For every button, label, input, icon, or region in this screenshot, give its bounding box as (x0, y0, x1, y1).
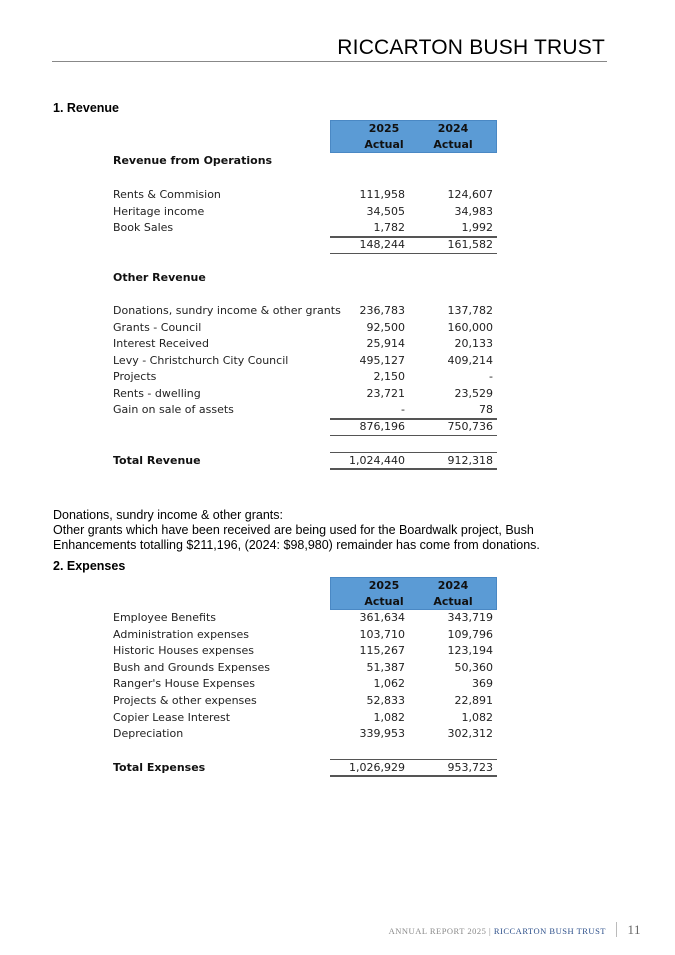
value-2024: 912,318 (447, 454, 493, 467)
rule (330, 775, 497, 777)
value-2024: 20,133 (454, 337, 493, 350)
grants-note (53, 508, 613, 553)
value-2025: 1,024,440 (349, 454, 405, 467)
value-2025: 111,958 (359, 188, 405, 201)
row-label: Book Sales (113, 221, 174, 234)
row-label: Total Revenue (113, 454, 201, 467)
row-label: Administration expenses (113, 628, 250, 641)
row-label: Donations, sundry income & other grants (113, 304, 341, 317)
value-2025: 1,082 (373, 711, 405, 724)
footer-separator: | (489, 926, 492, 936)
value-2025: 52,833 (366, 694, 405, 707)
footer-brand: RICCARTON BUSH TRUST (493, 926, 606, 936)
value-2024: 109,796 (447, 628, 493, 641)
value-2024: - (489, 370, 493, 383)
rule (330, 236, 497, 238)
revenue-heading: 1. Revenue (53, 101, 120, 115)
rule (330, 253, 497, 254)
row-label: Interest Received (113, 337, 209, 350)
table-row (113, 610, 497, 626)
value-2024: 50,360 (454, 661, 493, 674)
section-subheading (113, 270, 497, 286)
row-label: Historic Houses expenses (113, 644, 254, 657)
table-row (113, 369, 497, 385)
value-2025: 34,505 (366, 205, 405, 218)
value-2025: - (401, 403, 405, 416)
row-label: Projects (113, 370, 157, 383)
value-2024: 161,582 (447, 238, 493, 251)
value-2024: 160,000 (447, 321, 493, 334)
value-2025: 51,387 (366, 661, 405, 674)
row-label: Total Expenses (113, 761, 206, 774)
section-subheading (113, 153, 497, 169)
value-2024: 124,607 (447, 188, 493, 201)
row-label: Rents - dwelling (113, 387, 201, 400)
table-row (113, 303, 497, 319)
value-2024: 953,723 (447, 761, 493, 774)
row-label: Revenue from Operations (113, 154, 273, 167)
table-row (113, 204, 497, 220)
footer-report: ANNUAL REPORT 2025 (388, 926, 487, 936)
value-2024: 750,736 (447, 420, 493, 433)
value-2024: 1,992 (461, 221, 493, 234)
revenue-col-2025-label: Actual (364, 138, 404, 151)
rule (330, 435, 497, 436)
value-2024: 22,891 (454, 694, 493, 707)
value-2024: 369 (472, 677, 493, 690)
value-2024: 23,529 (454, 387, 493, 400)
header-rule (52, 61, 607, 62)
table-row (113, 320, 497, 336)
row-label: Levy - Christchurch City Council (113, 354, 289, 367)
value-2025: 103,710 (359, 628, 405, 641)
subtotal-row (113, 237, 497, 253)
value-2025: 339,953 (359, 727, 405, 740)
table-row (113, 353, 497, 369)
expenses-heading: 2. Expenses (53, 559, 126, 573)
value-2025: 23,721 (366, 387, 405, 400)
rule (330, 418, 497, 420)
page-number: 11 (616, 922, 641, 937)
value-2024: 302,312 (447, 727, 493, 740)
expenses-col-2025-label: Actual (364, 595, 404, 608)
table-row (113, 760, 497, 776)
revenue-col-2025-year: 2025 (368, 122, 400, 135)
table-row (113, 220, 497, 236)
table-row (113, 660, 497, 676)
table-row (113, 187, 497, 203)
row-label: Heritage income (113, 205, 205, 218)
value-2025: 1,026,929 (349, 761, 405, 774)
page-footer (389, 922, 641, 938)
value-2025: 1,062 (373, 677, 405, 690)
row-label: Ranger's House Expenses (113, 677, 256, 690)
table-row (113, 693, 497, 709)
value-2024: 34,983 (454, 205, 493, 218)
table-row (113, 336, 497, 352)
expenses-col-2024-label: Actual (433, 595, 473, 608)
row-label: Grants - Council (113, 321, 202, 334)
table-row (113, 676, 497, 692)
value-2025: 2,150 (373, 370, 405, 383)
expenses-column-header (330, 577, 497, 610)
value-2024: 137,782 (447, 304, 493, 317)
value-2025: 876,196 (359, 420, 405, 433)
rule (330, 452, 497, 453)
rule (330, 468, 497, 470)
revenue-column-header (330, 120, 497, 153)
table-row (113, 726, 497, 742)
note-body: Other grants which have been received are being used for the Boardwalk project, Bush Enhancements totalling $211,196, (2024: $98,980) remainder has come from donations. (53, 523, 540, 552)
value-2024: 123,194 (447, 644, 493, 657)
revenue-col-2024-label: Actual (433, 138, 473, 151)
row-label: Gain on sale of assets (113, 403, 234, 416)
row-label: Other Revenue (113, 271, 206, 284)
rule (330, 759, 497, 760)
value-2025: 148,244 (359, 238, 405, 251)
value-2025: 115,267 (359, 644, 405, 657)
table-row (113, 386, 497, 402)
value-2024: 343,719 (447, 611, 493, 624)
row-label: Copier Lease Interest (113, 711, 231, 724)
table-row (113, 402, 497, 418)
value-2025: 25,914 (366, 337, 405, 350)
value-2025: 495,127 (359, 354, 405, 367)
expenses-col-2025-year: 2025 (368, 579, 400, 592)
expenses-col-2024-year: 2024 (437, 579, 469, 592)
table-row (113, 453, 497, 469)
row-label: Bush and Grounds Expenses (113, 661, 271, 674)
table-row (113, 627, 497, 643)
table-row (113, 710, 497, 726)
table-row (113, 643, 497, 659)
value-2025: 92,500 (366, 321, 405, 334)
value-2024: 1,082 (461, 711, 493, 724)
value-2024: 409,214 (447, 354, 493, 367)
revenue-col-2024-year: 2024 (437, 122, 469, 135)
row-label: Rents & Commision (113, 188, 221, 201)
value-2025: 1,782 (373, 221, 405, 234)
subtotal-row (113, 419, 497, 435)
value-2024: 78 (479, 403, 493, 416)
note-title: Donations, sundry income & other grants: (53, 508, 283, 522)
row-label: Depreciation (113, 727, 184, 740)
row-label: Employee Benefits (113, 611, 217, 624)
value-2025: 361,634 (359, 611, 405, 624)
row-label: Projects & other expenses (113, 694, 257, 707)
value-2025: 236,783 (359, 304, 405, 317)
page-title: RICCARTON BUSH TRUST (337, 36, 605, 59)
